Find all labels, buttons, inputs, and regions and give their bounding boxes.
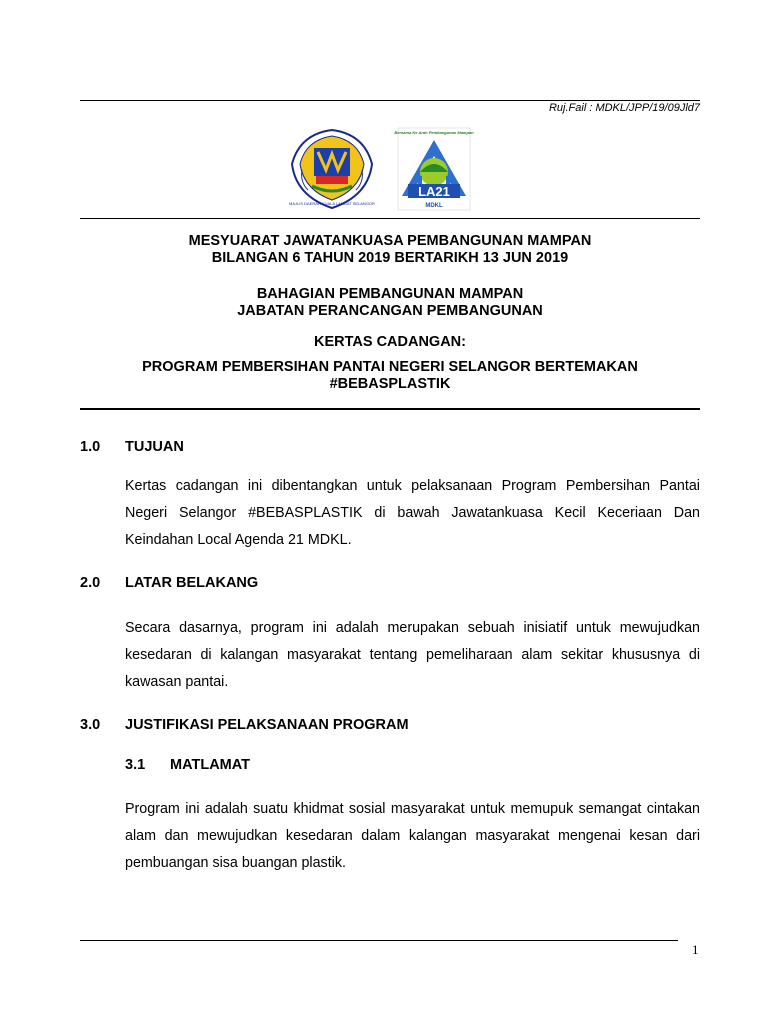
la21-bottom-text: MDKL — [425, 203, 443, 209]
subsection-number: 3.1 — [125, 757, 146, 773]
la21-badge-text: LA21 — [418, 184, 450, 199]
mdkl-crest-logo — [289, 130, 375, 208]
la21-top-text: Bersama Ke Arah Pembangunan Mampan — [394, 130, 474, 135]
section-title-justifikasi: JUSTIFIKASI PELAKSANAAN PROGRAM — [125, 717, 409, 733]
file-reference: Ruj.Fail : MDKL/JPP/19/09Jld7 — [548, 102, 700, 114]
page-number: 1 — [692, 942, 699, 957]
meeting-title: MESYUARAT JAWATANKUASA PEMBANGUNAN MAMPAN — [188, 233, 592, 249]
mdkl-crest-text: MAJLIS DAERAH KUALA LANGAT SELANGOR — [289, 201, 375, 206]
section-title-latar-belakang: LATAR BELAKANG — [125, 575, 259, 591]
meeting-date: BILANGAN 6 TAHUN 2019 BERTARIKH 13 JUN 2019 — [211, 250, 569, 266]
section-number: 1.0 — [80, 439, 101, 455]
program-hashtag: #BEBASPLASTIK — [329, 376, 451, 392]
footer-rule — [80, 940, 678, 941]
section-number: 2.0 — [80, 575, 101, 591]
title-bottom-rule — [80, 408, 700, 410]
section-body-latar-belakang: Secara dasarnya, program ini adalah merupakan sebuah inisiatif untuk mewujudkan kesedaran di kalangan masyarakat tentang pemeliharaan alam sekitar khususnya di kawasan pantai. — [125, 620, 700, 690]
logo-row — [0, 126, 768, 212]
logos-svg — [0, 126, 768, 212]
department-name: JABATAN PERANCANGAN PEMBANGUNAN — [237, 303, 543, 319]
section-title-tujuan: TUJUAN — [125, 439, 184, 455]
program-title: PROGRAM PEMBERSIHAN PANTAI NEGERI SELANGOR BERTEMAKAN — [142, 359, 638, 375]
section-body-tujuan: Kertas cadangan ini dibentangkan untuk pelaksanaan Program Pembersihan Pantai Negeri Selangor #BEBASPLASTIK di bawah Jawatankuasa Kecil Keceriaan Dan Keindahan Local Agenda 21 MDKL. — [125, 478, 700, 548]
la21-mdkl-logo — [394, 128, 474, 210]
proposal-label: KERTAS CADANGAN: — [314, 334, 466, 350]
subsection-title-matlamat: MATLAMAT — [170, 757, 250, 773]
logo-bottom-rule — [80, 218, 700, 219]
division-name: BAHAGIAN PEMBANGUNAN MAMPAN — [256, 286, 524, 302]
section-number: 3.0 — [80, 717, 101, 733]
subsection-body-matlamat: Program ini adalah suatu khidmat sosial masyarakat untuk memupuk semangat cintakan alam dan mewujudkan kesedaran dalam kalangan masyarakat mengenai kesan dari pembuangan sisa buangan plastik. — [125, 801, 700, 871]
header-rule — [80, 100, 700, 101]
